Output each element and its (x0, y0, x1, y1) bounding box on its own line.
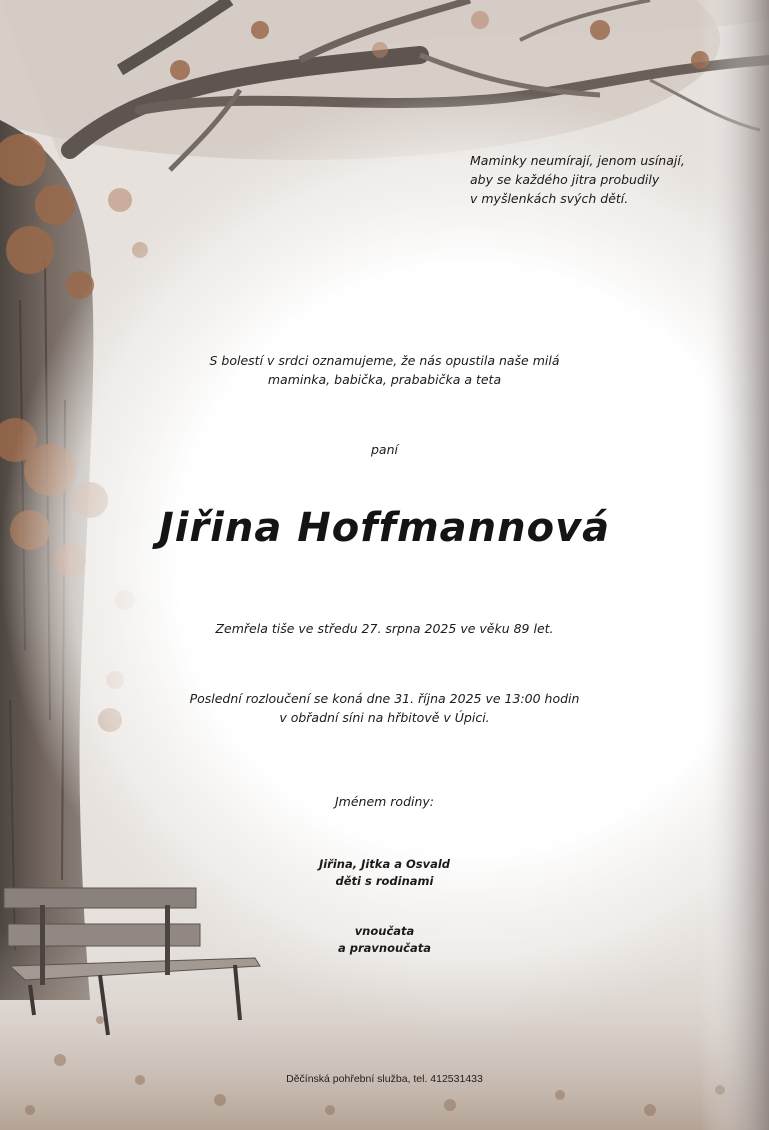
funeral-service-footer: Děčínská pohřební služba, tel. 412531433 (286, 1073, 483, 1085)
mourners-grandchildren (0, 923, 769, 957)
mourners-children (0, 856, 769, 890)
death-notice: Zemřela tiše ve středu 27. srpna 2025 ve věku 89 let. (215, 621, 554, 636)
farewell-line: v obřadní síni na hřbitově v Úpici. (279, 710, 490, 725)
announcement (0, 351, 769, 389)
motto-quote (470, 151, 685, 208)
mourner-line: a pravnoučata (337, 941, 432, 955)
farewell-info (0, 689, 769, 727)
title-word: paní (371, 442, 398, 457)
announcement-line: maminka, babička, prababička a teta (267, 372, 502, 387)
motto-line: aby se každého jitra probudily (470, 172, 660, 187)
mourner-line: děti s rodinami (335, 874, 434, 888)
motto-line: v myšlenkách svých dětí. (470, 191, 629, 206)
mourner-line: Jiřina, Jitka a Osvald (318, 857, 451, 871)
motto-line: Maminky neumírají, jenom usínají, (470, 153, 685, 168)
family-label: Jménem rodiny: (334, 794, 435, 809)
farewell-line: Poslední rozloučení se koná dne 31. října 2025 ve 13:00 hodin (189, 691, 580, 706)
mourner-line: vnoučata (354, 924, 415, 938)
deceased-name: Jiřina Hoffmannová (158, 505, 611, 551)
announcement-line: S bolestí v srdci oznamujeme, že nás opustila naše milá (209, 353, 560, 368)
